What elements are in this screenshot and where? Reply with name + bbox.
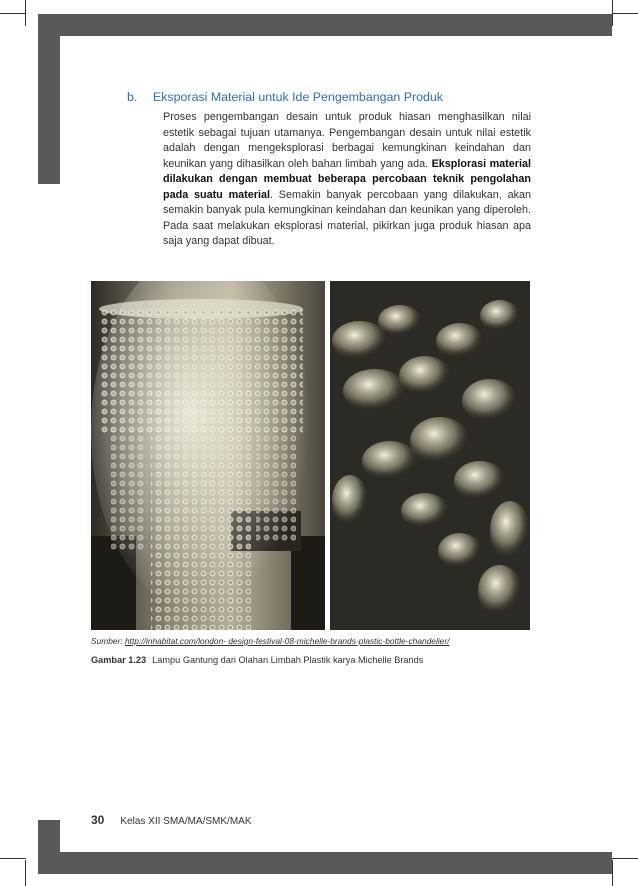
paragraph-text-2: . Semakin banyak percobaan yang dilakukan, akan semakin banyak pula kemungkinan keindahan dan keunikan yang diperoleh. Pada saat melakukan eksplorasi material, pikirkan juga produk hiasan apa saja yang dapat dibuat. — [163, 188, 531, 247]
page-frame-top-bar — [38, 14, 612, 36]
chandelier-illustration — [91, 281, 325, 630]
source-link[interactable]: http://inhabitat.com/london- design-festival-08-michelle-brands-plastic-bottle-chandelier/ — [124, 636, 450, 646]
bottle-detail-photo — [330, 281, 530, 630]
section-heading — [127, 90, 443, 104]
crop-mark — [25, 860, 26, 886]
paragraph-bold-text: Eksplorasi material dilakukan dengan membuat beberapa percobaan teknik pengolahan pada suatu material — [163, 157, 531, 201]
figure-caption — [91, 655, 423, 665]
plastic-bottle-closeup-illustration — [330, 281, 530, 630]
crop-mark — [0, 13, 26, 14]
source-label: Sumber: — [91, 636, 125, 646]
crop-mark — [612, 0, 613, 26]
page-number: 30 — [91, 813, 105, 827]
page-frame-bottom-bar — [38, 852, 612, 874]
caption-text: Lampu Gantung dari Olahan Limbah Plastik karya Michelle Brands — [152, 655, 424, 665]
caption-label: Gambar 1.23 — [91, 655, 147, 665]
section-marker: b. — [127, 90, 138, 104]
crop-mark — [25, 0, 26, 26]
chandelier-photo — [91, 281, 325, 630]
page-footer — [91, 813, 252, 827]
crop-mark — [612, 858, 638, 859]
paragraph-text-1: Proses pengembangan desain untuk produk hiasan menghasilkan nilai estetik sebagai tujuan utamanya. Pengembangan desain untuk nilai estetik adalah dengan mengeksplorasi berbagai kemungkinan keindahan dan keunikan yang dihasilkan oleh bahan limbah yang ada. — [163, 111, 531, 170]
crop-mark — [0, 858, 26, 859]
body-paragraph — [163, 110, 531, 250]
crop-mark — [612, 13, 638, 14]
page-frame-left-bar — [38, 14, 60, 184]
figure-source — [91, 636, 449, 646]
section-title: Eksporasi Material untuk Ide Pengembangan Produk — [153, 90, 443, 104]
crop-mark — [612, 860, 613, 886]
book-title: Kelas XII SMA/MA/SMK/MAK — [120, 816, 252, 827]
